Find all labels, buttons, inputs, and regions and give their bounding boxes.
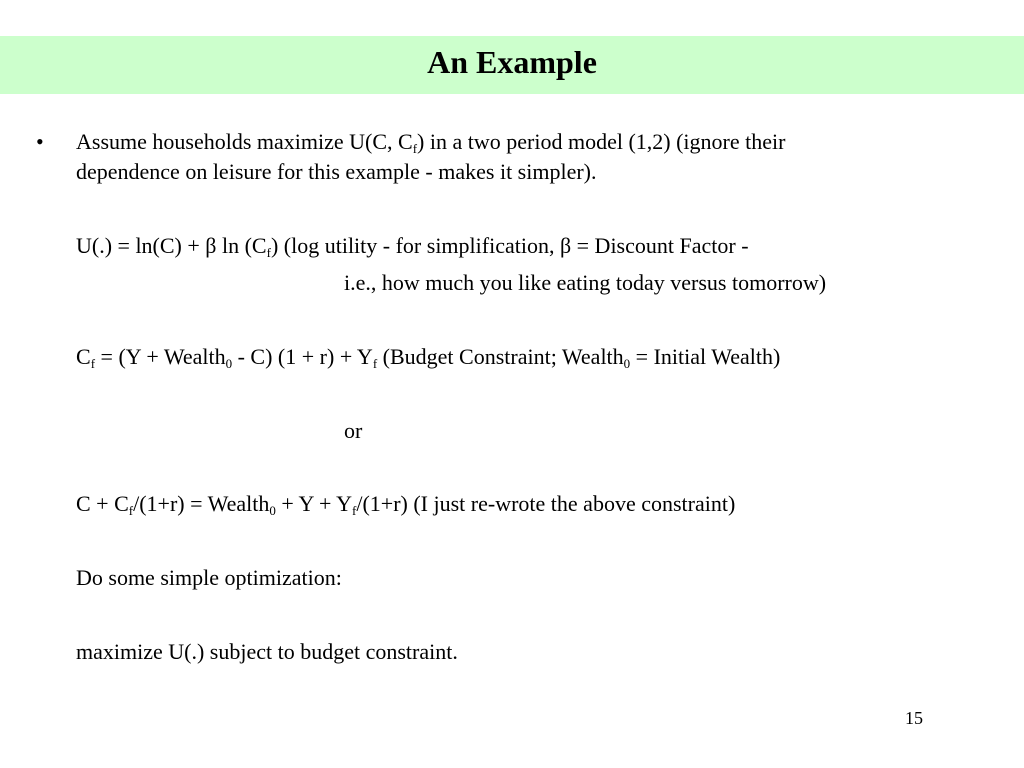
intro-line-2: dependence on leisure for this example - makes it simpler). bbox=[76, 159, 597, 184]
title-bar bbox=[0, 36, 1024, 94]
maximize-text: maximize U(.) subject to budget constraint. bbox=[76, 639, 458, 664]
page-number: 15 bbox=[905, 708, 923, 728]
bullet-marker: • bbox=[36, 129, 44, 154]
utility-explanation: i.e., how much you like eating today versus tomorrow) bbox=[344, 270, 827, 295]
slide-title: An Example bbox=[427, 44, 597, 80]
rewritten-constraint: $C + C_f/(1+r)$ = Wealth$_0$ + $Y + Y_f/(1+r)$ (I just re-wrote the above constraint) bbox=[76, 491, 736, 518]
utility-equation: U(.) = ln(C) + β $\ln (C_f)$ (log utility - for simplification, β = Discount Factor - bbox=[76, 233, 749, 260]
optimization-text: Do some simple optimization: bbox=[76, 565, 342, 590]
intro-line-1: Assume households maximize U(C, $C_f$) in a two period model (1,2) (ignore their bbox=[76, 129, 786, 156]
or-text: or bbox=[344, 418, 363, 443]
budget-constraint: $C_f = (Y$ + Wealth$_0$ - C) $(1 + r) + Y_f$ (Budget Constraint; Wealth$_0$ = Initial Wealth) bbox=[76, 344, 781, 371]
